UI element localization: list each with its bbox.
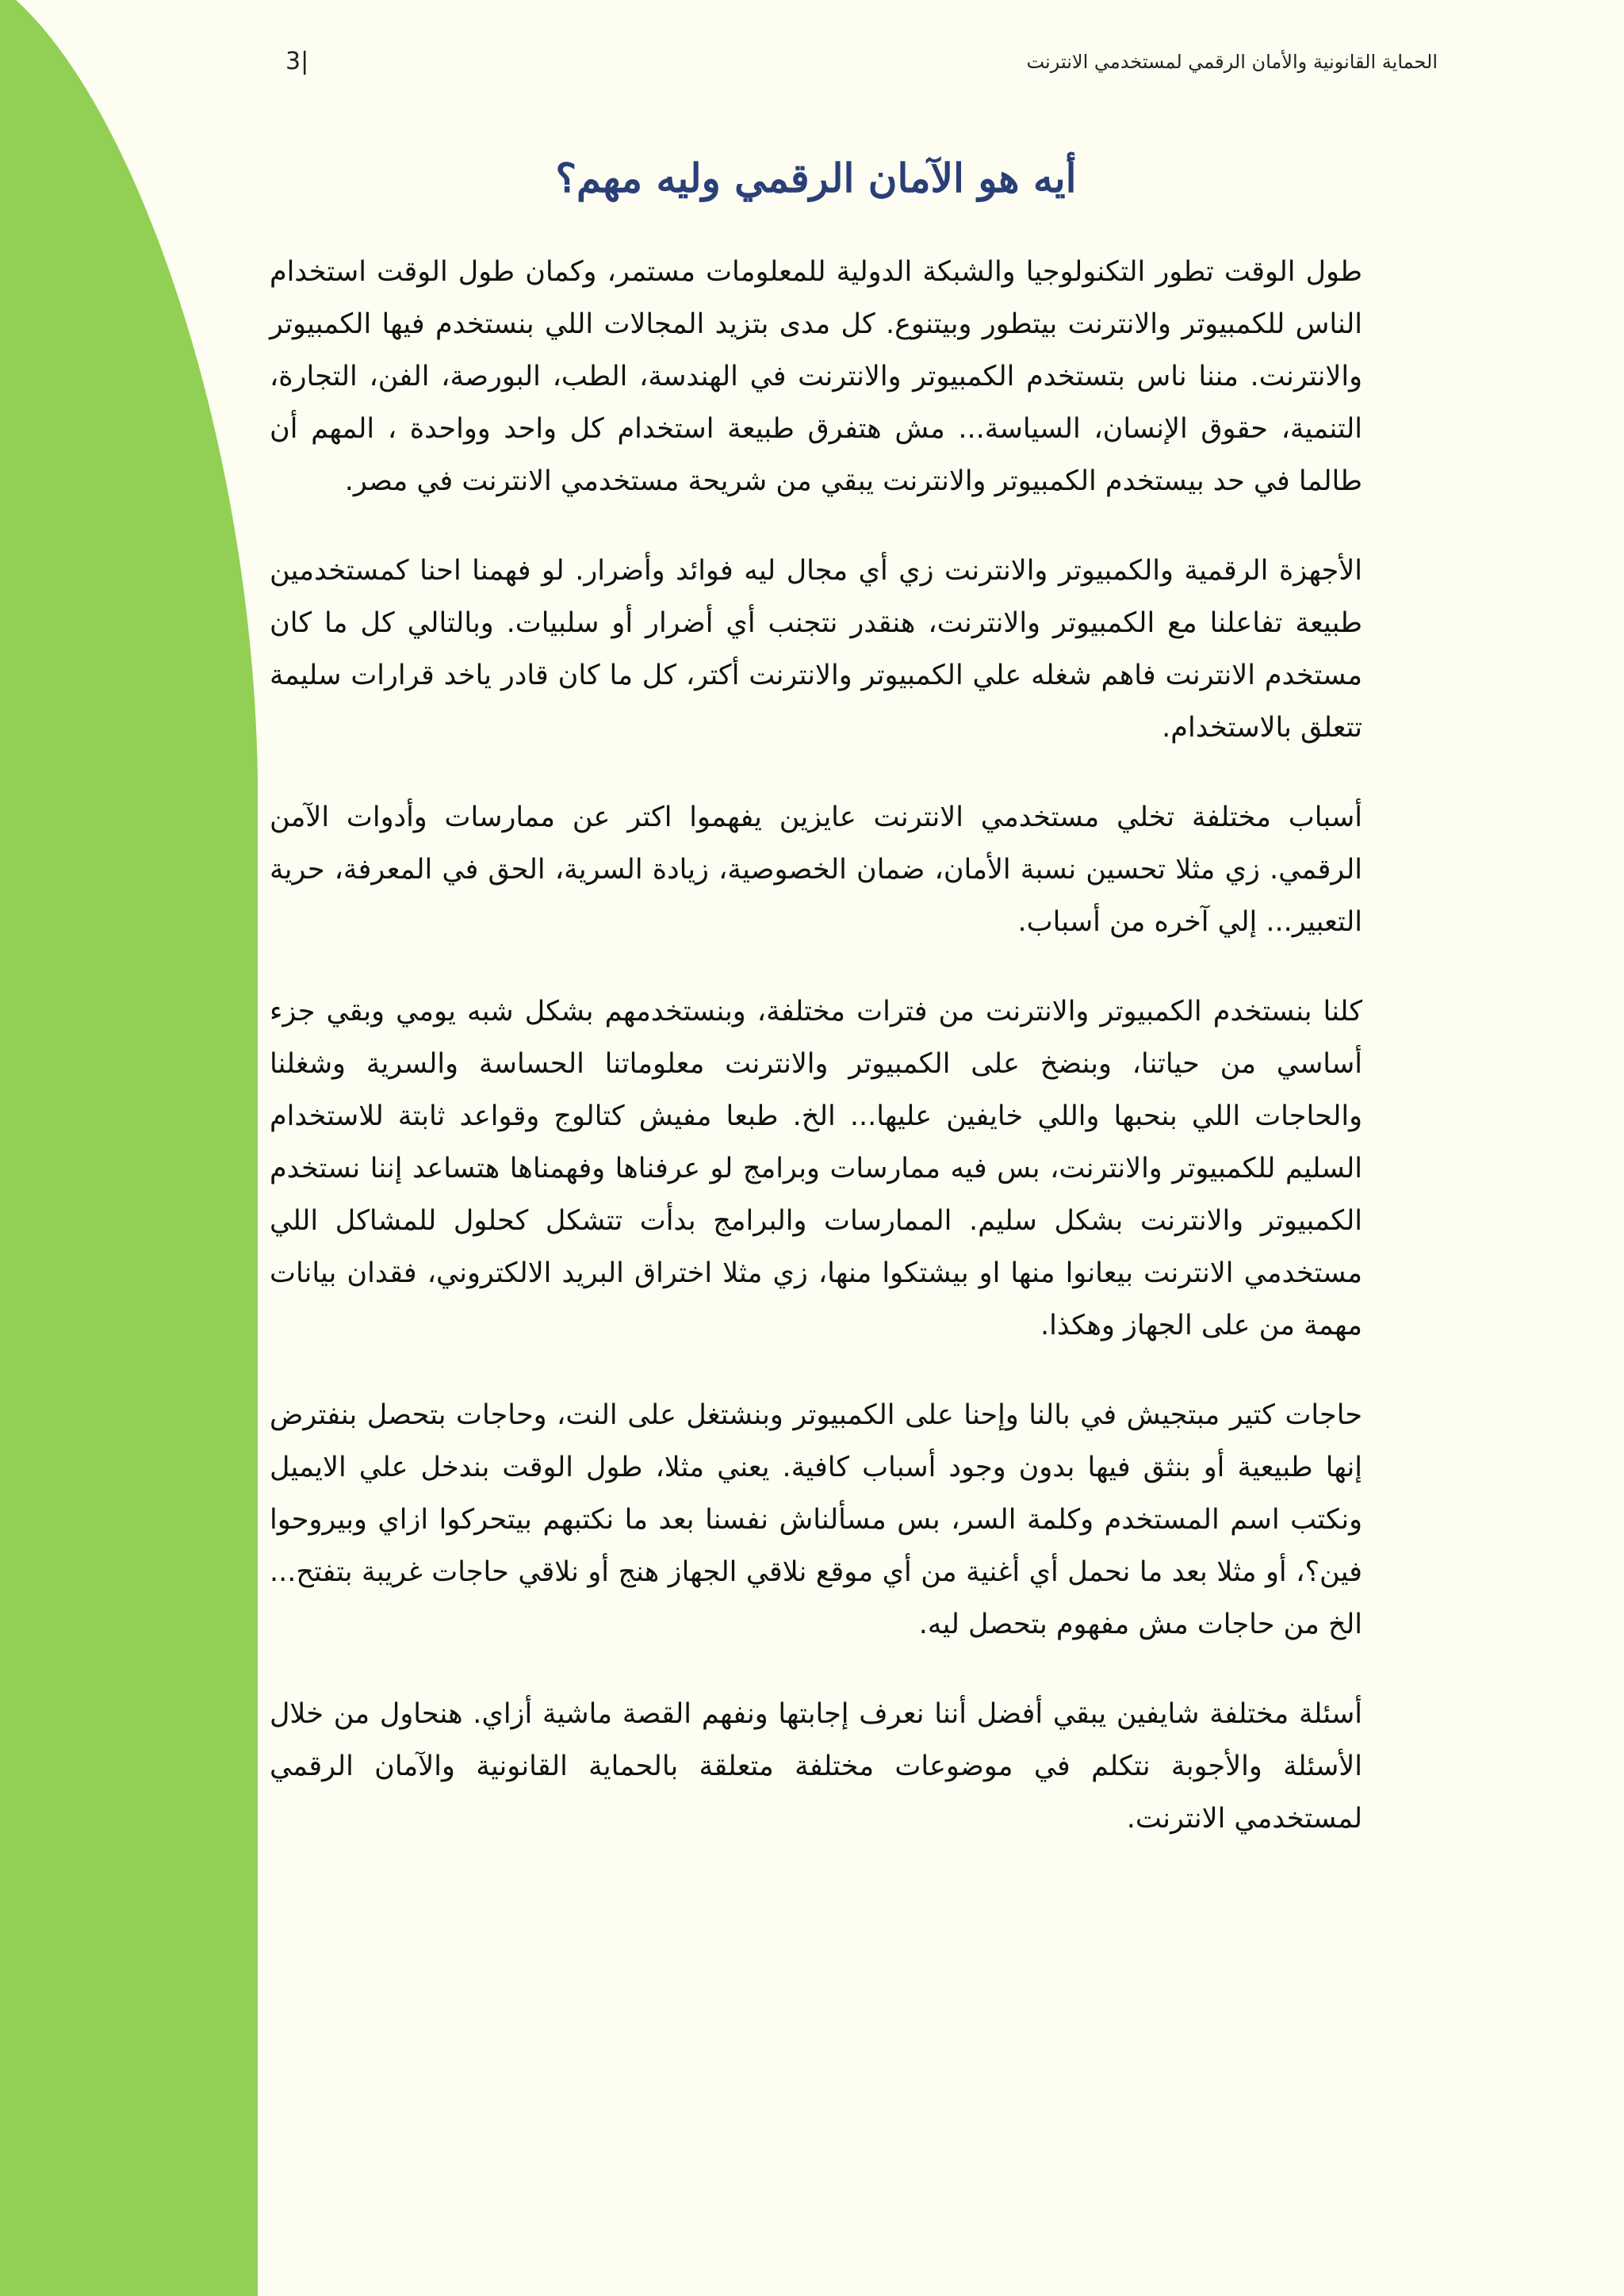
paragraph: حاجات كتير مبتجيش في بالنا وإحنا على الكمبيوتر وبنشتغل على النت، وحاجات بتحصل بنفترض إنها طبيعية أو بنثق فيها بدون وجود أسباب كافية. يعني مثلا، طول الوقت بندخل علي الايميل ونكتب اسم المستخدم وكلمة السر، بس مسألناش نفسنا بعد ما نكتبهم بيتحركوا ازاي وبيروحوا فين؟، أو مثلا بعد ما نحمل أي أغنية من أي موقع نلاقي الجهاز هنج أو نلاقي حاجات غريبة بتفتح... الخ من حاجات مش مفهوم بتحصل ليه.: [270, 1399, 1362, 1640]
page-number: 3|: [285, 48, 309, 75]
paragraph: أسئلة مختلفة شايفين يبقي أفضل أننا نعرف إجابتها ونفهم القصة ماشية أزاي. هنحاول من خلال الأسئلة والأجوبة نتكلم في موضوعات مختلفة متعلقة بالحماية القانونية والآمان الرقمي لمستخدمي الانترنت.: [270, 1698, 1362, 1835]
page-header: [262, 44, 1438, 84]
paragraph: طول الوقت تطور التكنولوجيا والشبكة الدولية للمعلومات مستمر، وكمان طول الوقت استخدام الناس للكمبيوتر والانترنت بيتطور وبيتنوع. كل مدى بتزيد المجالات اللي بنستخدم فيها الكمبيوتر والانترنت. مننا ناس بتستخدم الكمبيوتر والانترنت في الهندسة، الطب، البورصة، الفن، التجارة، التنمية، حقوق الإنسان، السياسة... مش هتفرق طبيعة استخدام كل واحد وواحدة ، المهم أن طالما في حد بيستخدم الكمبيوتر والانترنت يبقي من شريحة مستخدمي الانترنت في مصر.: [270, 256, 1362, 497]
paragraph: أسباب مختلفة تخلي مستخدمي الانترنت عايزين يفهموا اكتر عن ممارسات وأدوات الآمن الرقمي. زي مثلا تحسين نسبة الأمان، ضمان الخصوصية، زيادة السرية، الحق في المعرفة، حرية التعبير... إلي آخره من أسباب.: [270, 802, 1362, 938]
green-curve-shape: [0, 0, 258, 2296]
paragraph: الأجهزة الرقمية والكمبيوتر والانترنت زي أي مجال ليه فوائد وأضرار. لو فهمنا احنا كمستخدمين طبيعة تفاعلنا مع الكمبيوتر والانترنت، هنقدر نتجنب أي أضرار أو سلبيات. وبالتالي كل ما كان مستخدم الانترنت فاهم شغله علي الكمبيوتر والانترنت أكتر، كل ما كان قادر ياخد قرارات سليمة تتعلق بالاستخدام.: [270, 555, 1362, 744]
paragraph: كلنا بنستخدم الكمبيوتر والانترنت من فترات مختلفة، وبنستخدمهم بشكل شبه يومي وبقي جزء أساسي من حياتنا، وبنضخ على الكمبيوتر والانترنت معلوماتنا الحساسة والسرية وشغلنا والحاجات اللي بنحبها واللي خايفين عليها... الخ. طبعا مفيش كتالوج وقواعد ثابتة للاستخدام السليم للكمبيوتر والانترنت، بس فيه ممارسات وبرامج لو عرفناها وفهمناها هتساعد إننا نستخدم الكمبيوتر والانترنت بشكل سليم. الممارسات والبرامج بدأت تتشكل كحلول للمشاكل اللي مستخدمي الانترنت بيعانوا منها او بيشتكوا منها، زي مثلا اختراق البريد الالكتروني، فقدان بيانات مهمة من على الجهاز وهكذا.: [270, 996, 1362, 1341]
running-title: الحماية القانونية والأمان الرقمي لمستخدمي الانترنت: [1026, 51, 1438, 73]
body-text: [270, 246, 1362, 1882]
page-title: أيه هو الآمان الرقمي وليه مهم؟: [555, 155, 1077, 201]
